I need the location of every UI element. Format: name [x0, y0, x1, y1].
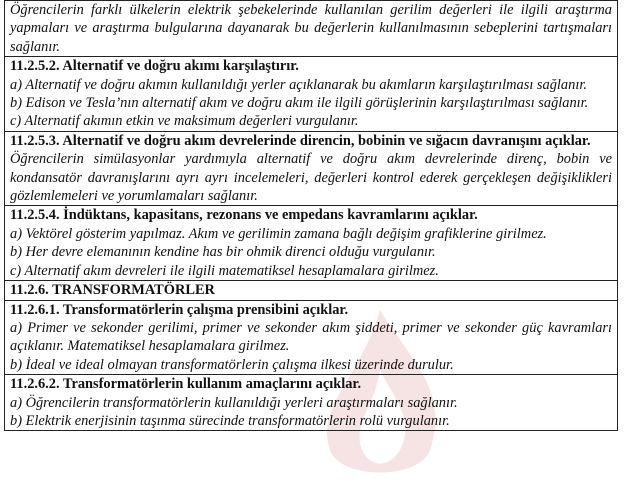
outcome-heading: 11.2.5.4. İndüktans, kapasitans, rezonans ve empedans kavramlarını açıklar.	[10, 207, 478, 224]
outcome-cell-11-2-5-4	[5, 206, 618, 281]
table-row	[5, 300, 618, 375]
learning-outcomes-table	[4, 0, 618, 431]
section-heading: 11.2.6. TRANSFORMATÖRLER	[10, 282, 215, 299]
outcome-cell-11-2-6-1	[5, 300, 618, 375]
outcome-heading: 11.2.6.2. Transformatörlerin kullanım amaçlarını açıklar.	[10, 376, 362, 393]
outcome-item: b) İdeal ve ideal olmayan transformatörlerin çalışma ilkesi üzerinde durulur.	[10, 356, 454, 373]
table-row	[5, 375, 618, 431]
outcome-item: b) Edison ve Tesla’nın alternatif akım ve doğru akım ile ilgili görüşlerinin karşılaştırılması sağlanır.	[10, 95, 589, 112]
outcome-item: b) Her devre elemanının kendine has bir ohmik direnci olduğu vurgulanır.	[10, 244, 436, 261]
table-row	[5, 206, 618, 281]
outcome-item: a) Primer ve sekonder gerilimi, primer ve sekonder akım şiddeti, primer ve sekonder güç kavramları açıklanır. Matematiksel hesaplamalara girilmez.	[10, 319, 612, 355]
table-row	[5, 131, 618, 206]
outcome-item: a) Vektörel gösterim yapılmaz. Akım ve gerilimin zamana bağlı değişim grafiklerine girilmez.	[10, 225, 547, 242]
outcome-cell-11-2-5-3	[5, 131, 618, 206]
outcome-cell-11-2-5-2	[5, 57, 618, 132]
table-row	[5, 281, 618, 300]
outcome-heading: 11.2.5.3. Alternatif ve doğru akım devrelerinde direncin, bobinin ve sığacın davranışını açıklar.	[10, 132, 591, 149]
intro-cell	[5, 1, 618, 57]
outcome-item: a) Öğrencilerin transformatörlerin kullanıldığı yerleri araştırmaları sağlanır.	[10, 394, 458, 411]
outcome-heading: 11.2.6.1. Transformatörlerin çalışma prensibini açıklar.	[10, 301, 349, 318]
outcome-cell-11-2-6-2	[5, 375, 618, 431]
outcome-item: a) Alternatif ve doğru akımın kullanıldığı yerler açıklanarak bu akımların karşılaştırılması sağlanır.	[10, 76, 587, 93]
table-row	[5, 1, 618, 57]
section-cell-11-2-6	[5, 281, 618, 300]
outcome-item: Öğrencilerin simülasyonlar yardımıyla alternatif ve doğru akım devrelerinde direnç, bobin ve kondansatör davranışlarını ayrı ayrı incelemeleri, değerleri kontrol ederek gerçekleşen değişiklikleri gözlemlemeleri ve yorumlamaları sağlanır.	[10, 151, 612, 205]
outcome-item: c) Alternatif akımın etkin ve maksimum değerleri vurgulanır.	[10, 113, 359, 130]
table-row	[5, 57, 618, 132]
outcome-heading: 11.2.5.2. Alternatif ve doğru akımı karşılaştırır.	[10, 58, 299, 75]
outcome-item: c) Alternatif akım devreleri ile ilgili matematiksel hesaplamalara girilmez.	[10, 262, 439, 279]
outcome-item: b) Elektrik enerjisinin taşınma sürecinde transformatörlerin rolü vurgulanır.	[10, 412, 450, 429]
intro-text: Öğrencilerin farklı ülkelerin elektrik şebekelerinde kullanılan gerilim değerleri ile ilgili araştırma yapmaları ve araştırma bulgularına dayanarak bu değerlerin kullanılmasının sebeplerini tartışmaları sağlanır.	[10, 2, 612, 55]
